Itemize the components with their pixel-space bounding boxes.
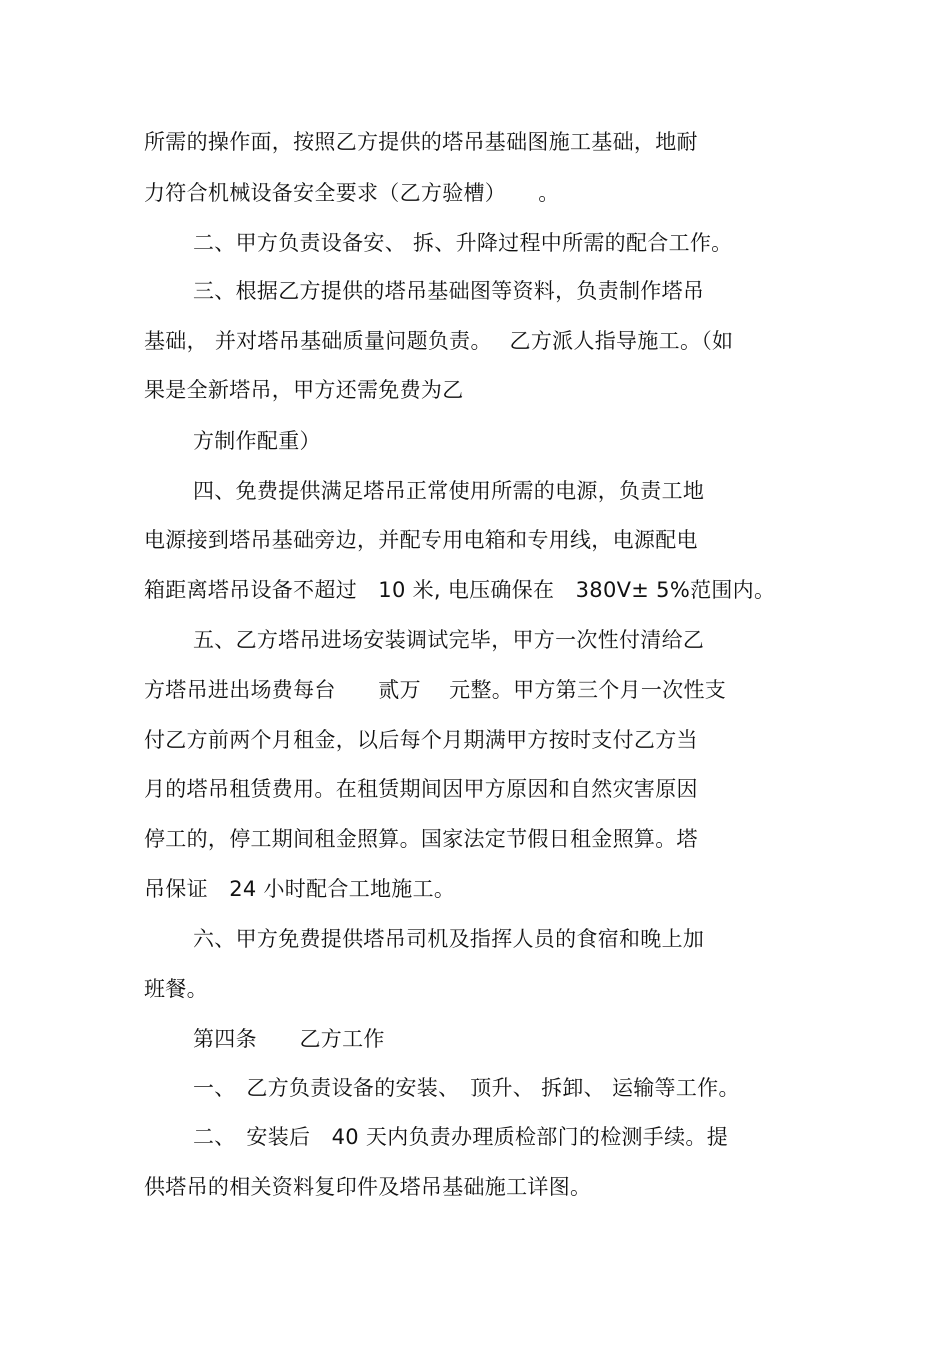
text-line-13: 付乙方前两个月租金，以后每个月期满甲方按时支付乙方当: [144, 728, 698, 752]
text-line-8: 四、免费提供满足塔吊正常使用所需的电源，负责工地: [193, 479, 705, 503]
text-line-18: 班餐。: [144, 977, 208, 1001]
text-line-1: 所需的操作面，按照乙方提供的塔吊基础图施工基础，地耐: [144, 130, 698, 154]
text-line-6: 果是全新塔吊，甲方还需免费为乙: [144, 378, 464, 402]
text-line-17: 六、甲方免费提供塔吊司机及指挥人员的食宿和晚上加: [193, 927, 705, 951]
text-line-9: 电源接到塔吊基础旁边，并配专用电箱和专用线，电源配电: [144, 528, 698, 552]
text-line-22: 供塔吊的相关资料复印件及塔吊基础施工详图。: [144, 1175, 592, 1199]
text-line-3: 二、甲方负责设备安、 拆、升降过程中所需的配合工作。: [193, 231, 733, 255]
text-line-4: 三、根据乙方提供的塔吊基础图等资料，负责制作塔吊: [193, 279, 705, 303]
text-line-15: 停工的，停工期间租金照算。国家法定节假日租金照算。塔: [144, 827, 698, 851]
text-line-14: 月的塔吊租赁费用。在租赁期间因甲方原因和自然灾害原因: [144, 777, 698, 801]
text-line-16: 吊保证 24 小时配合工地施工。: [144, 877, 456, 901]
text-line-11: 五、乙方塔吊进场安装调试完毕，甲方一次性付清给乙: [193, 628, 705, 652]
text-line-2: 力符合机械设备安全要求（乙方验槽） 。: [144, 181, 560, 205]
text-line-5: 基础， 并对塔吊基础质量问题负责。 乙方派人指导施工。（如: [144, 329, 734, 353]
text-line-10: 箱距离塔吊设备不超过 10 米, 电压确保在 380V± 5%范围内。: [144, 578, 776, 602]
text-line-20: 一、 乙方负责设备的安装、 顶升、 拆卸、 运输等工作。: [193, 1076, 740, 1100]
text-line-21: 二、 安装后 40 天内负责办理质检部门的检测手续。提: [193, 1125, 728, 1149]
text-line-7: 方制作配重）: [193, 429, 321, 453]
text-line-12: 方塔吊进出场费每台 贰万 元整。甲方第三个月一次性支: [144, 678, 727, 702]
text-line-19: 第四条 乙方工作: [193, 1027, 385, 1051]
